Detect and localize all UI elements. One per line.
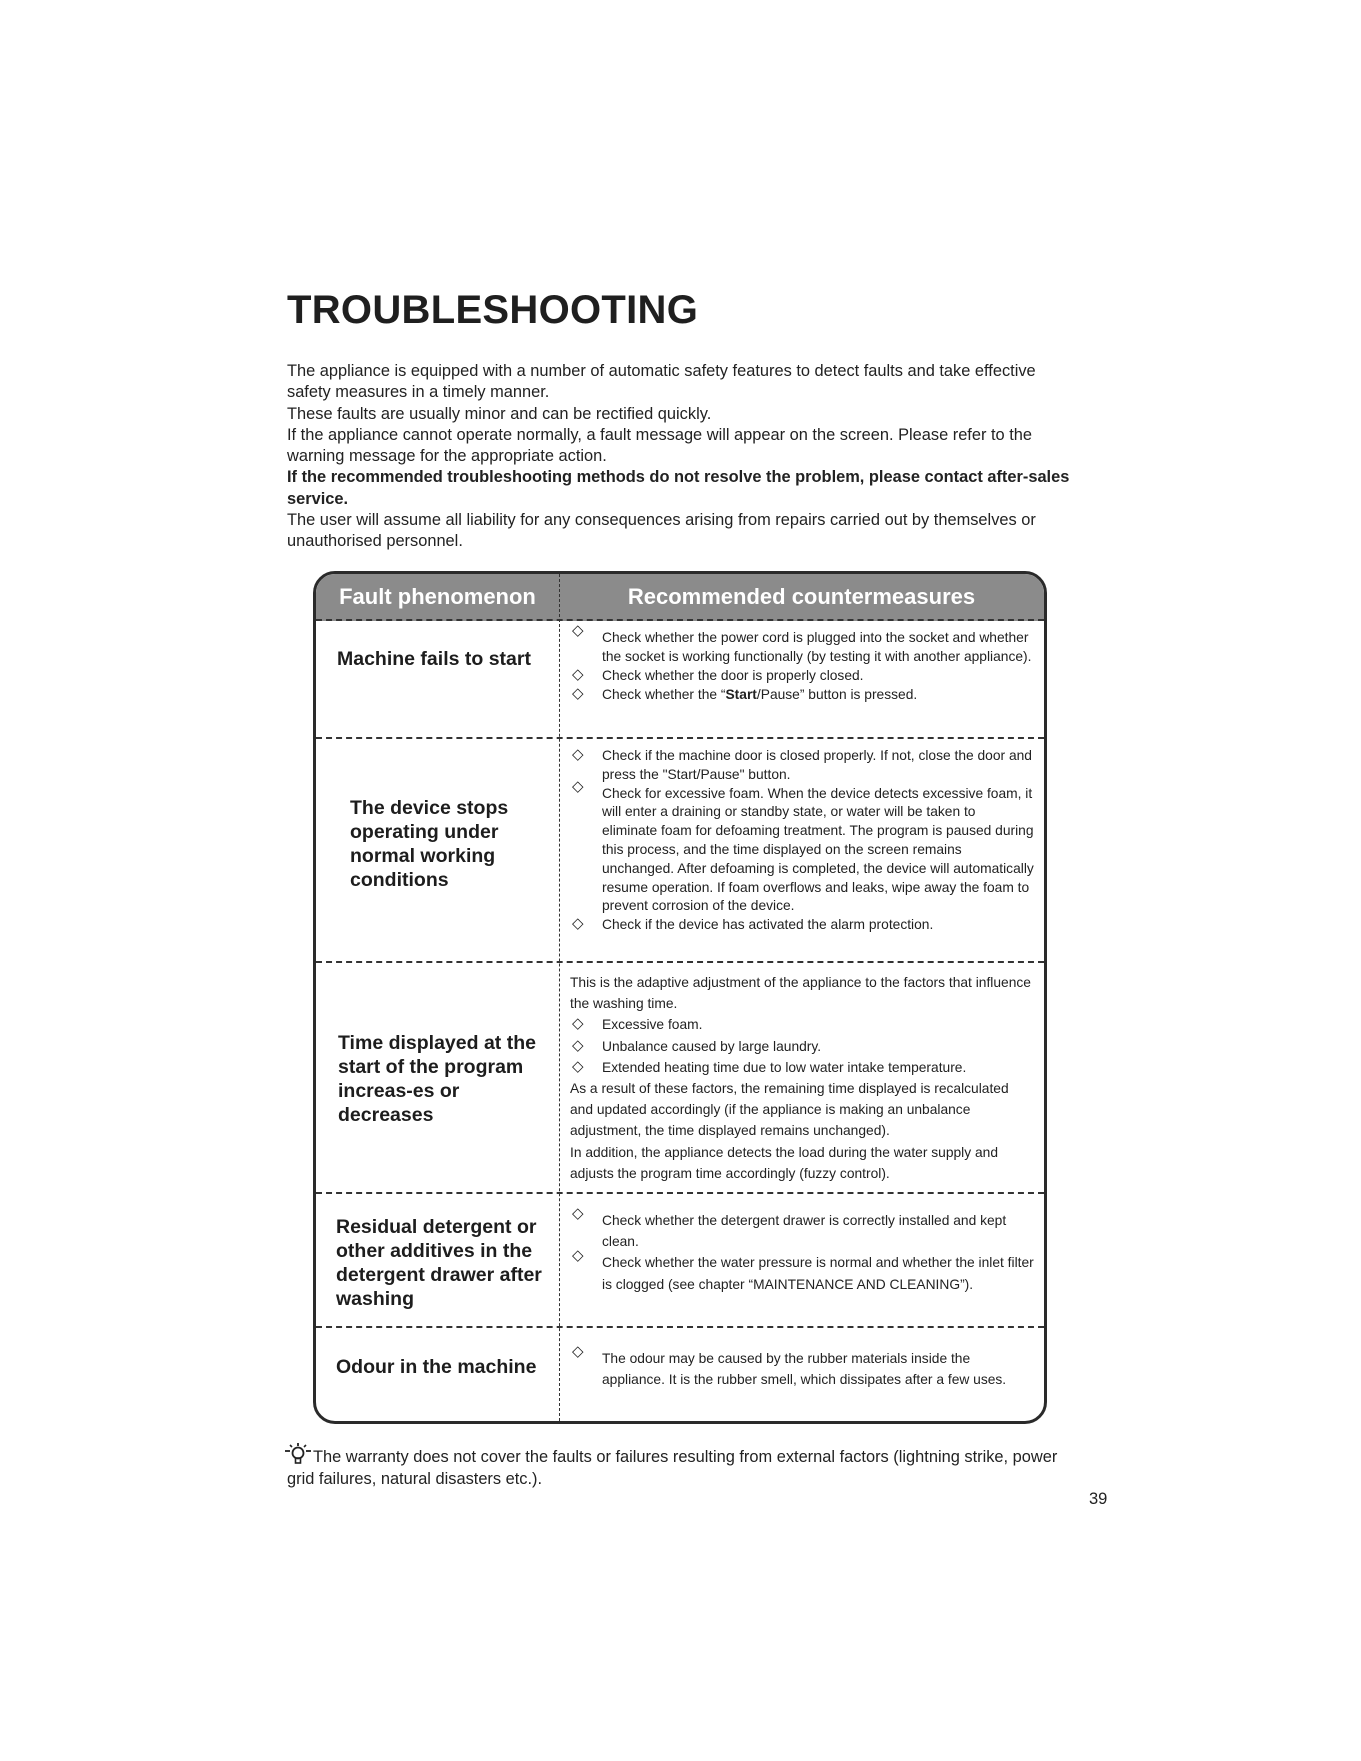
list-item: ◇ Excessive foam. <box>570 1014 1034 1035</box>
intro-bold-notice: If the recommended troubleshooting methods do not resolve the problem, please contact after-sales service. <box>287 468 1070 508</box>
header-fault-phenomenon: Fault phenomenon <box>339 584 536 609</box>
list-item: ◇ Check whether the water pressure is normal and whether the inlet filter is clogged (see chapter “MAINTENANCE AND CLEANING”). <box>572 1247 1034 1292</box>
diamond-bullet-icon: ◇ <box>572 746 584 763</box>
countermeasures-cell <box>570 1343 1034 1390</box>
diamond-bullet-icon: ◇ <box>572 777 584 795</box>
list-item: ◇ The odour may be caused by the rubber materials inside the appliance. It is the rubber smell, which dissipates after a few uses. <box>572 1343 1007 1388</box>
table-header <box>316 574 1044 621</box>
list-item: ◇ Check for excessive foam. When the device detects excessive foam, it will enter a draining or standby state, or water will be taken to eliminate foam for defoaming treatment. The program is paused during this process, and the time displayed on the screen remains unchanged. After defoaming is completed, the device will automatically resume operation. If foam overflows and leaks, wipe away the foam to prevent corrosion of the device. <box>572 777 1034 914</box>
list-item: ◇ Unbalance caused by large laundry. <box>570 1036 1034 1057</box>
fault-residual-detergent: Residual detergent or other additives in the detergent drawer after washing <box>336 1216 542 1310</box>
countermeasure-intro: This is the adaptive adjustment of the appliance to the factors that influence the washing time. <box>570 975 1031 1012</box>
diamond-bullet-icon: ◇ <box>572 1015 584 1033</box>
intro-line: If the appliance cannot operate normally, a fault message will appear on the screen. Please refer to the warning message for the appropriate action. <box>287 425 1032 466</box>
diamond-bullet-icon: ◇ <box>572 915 584 933</box>
list-item: ◇ Extended heating time due to low water intake temperature. <box>570 1057 1034 1078</box>
countermeasures-cell <box>570 1205 1034 1295</box>
troubleshooting-table <box>313 571 1047 1424</box>
fault-machine-fails-to-start: Machine fails to start <box>337 648 531 670</box>
page-title: TROUBLESHOOTING <box>287 288 699 332</box>
list-item: ◇ Check whether the “Start/Pause” button is pressed. <box>572 685 918 702</box>
light-bulb-icon <box>283 1443 313 1465</box>
diamond-bullet-icon: ◇ <box>572 685 584 702</box>
intro-line: The appliance is equipped with a number of automatic safety features to detect faults and take effective safety measures in a timely manner. <box>287 362 1036 402</box>
warranty-note <box>287 1443 1077 1490</box>
page-number: 39 <box>1089 1490 1108 1508</box>
diamond-bullet-icon: ◇ <box>572 1343 584 1360</box>
list-item: ◇ Check whether the door is properly closed. <box>572 666 864 683</box>
header-recommended-countermeasures: Recommended countermeasures <box>627 584 976 609</box>
intro-line: These faults are usually minor and can be rectified quickly. <box>287 404 712 423</box>
table-row <box>316 1192 1044 1328</box>
countermeasures-cell <box>570 747 1034 935</box>
countermeasures-cell <box>570 622 1034 704</box>
fault-odour-in-machine: Odour in the machine <box>336 1356 537 1378</box>
list-item: ◇ Check whether the detergent drawer is correctly installed and kept clean. <box>572 1205 1007 1250</box>
diamond-bullet-icon: ◇ <box>572 622 584 639</box>
countermeasure-text: As a result of these factors, the remaining time displayed is recalculated and updated accordingly (if the appliance is making an unbalance adjustment, the time displayed remains unchanged). <box>570 1081 1009 1139</box>
fault-time-displayed-changes: Time displayed at the start of the program increas-es or decreases <box>338 1032 536 1126</box>
list-item: ◇ Check whether the power cord is plugged into the socket and whether the socket is working functionally (by testing it with another appliance). <box>572 622 1032 664</box>
intro-liability: The user will assume all liability for any consequences arising from repairs carried out by themselves or unauthorised personnel. <box>287 511 1036 551</box>
diamond-bullet-icon: ◇ <box>572 666 584 683</box>
table-row <box>316 1326 1044 1424</box>
table-row <box>316 621 1044 737</box>
table-row <box>316 961 1044 1194</box>
diamond-bullet-icon: ◇ <box>572 1057 584 1075</box>
list-item: ◇ Check if the machine door is closed properly. If not, close the door and press the "Start/Pause" button. <box>572 746 1032 782</box>
diamond-bullet-icon: ◇ <box>572 1205 584 1222</box>
intro-text <box>287 361 1077 553</box>
fault-device-stops-operating: The device stops operating under normal working conditions <box>350 797 509 891</box>
countermeasure-text: In addition, the appliance detects the load during the water supply and adjusts the program time accordingly (fuzzy control). <box>570 1144 999 1181</box>
list-item: ◇ Check if the device has activated the alarm protection. <box>572 915 934 933</box>
diamond-bullet-icon: ◇ <box>572 1036 584 1054</box>
warranty-note-text: The warranty does not cover the faults or failures resulting from external factors (lightning strike, power grid failures, natural disasters etc.). <box>287 1448 1058 1488</box>
countermeasures-cell <box>570 972 1034 1184</box>
table-row <box>316 737 1044 963</box>
diamond-bullet-icon: ◇ <box>572 1247 584 1265</box>
